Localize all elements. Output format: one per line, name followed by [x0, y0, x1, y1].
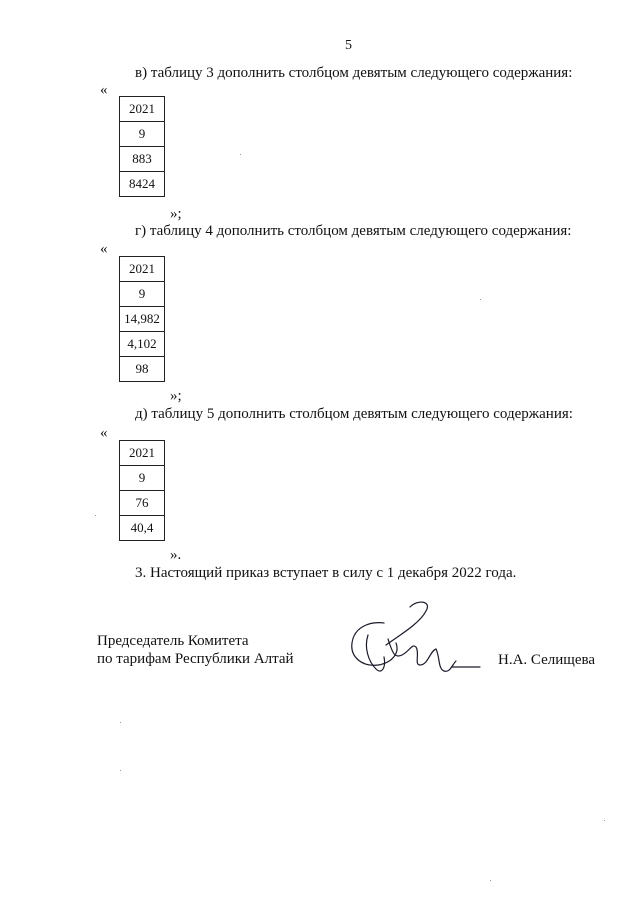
handwritten-signature	[340, 595, 490, 690]
page-number: 5	[345, 38, 352, 53]
table-3-column	[119, 96, 165, 197]
table-cell: 9	[120, 466, 165, 491]
scan-speck	[95, 515, 96, 516]
paragraph-3: 3. Настоящий приказ вступает в силу с 1 декабря 2022 года.	[135, 565, 517, 581]
table-cell: 98	[120, 357, 165, 382]
signer-position-line1: Председатель Комитета	[97, 633, 249, 649]
section-v-text: в) таблицу 3 дополнить столбцом девятым следующего содержания:	[135, 65, 573, 81]
section-g-open-quote: «	[100, 241, 108, 257]
scan-speck	[604, 820, 605, 821]
table-cell: 40,4	[120, 516, 165, 541]
signer-name: Н.А. Селищева	[498, 652, 596, 668]
table-cell: 8424	[120, 172, 165, 197]
table-cell: 9	[120, 282, 165, 307]
table-4-column	[119, 256, 165, 382]
scan-speck	[240, 154, 241, 155]
scan-speck	[490, 880, 491, 881]
section-d-open-quote: «	[100, 425, 108, 441]
table-cell: 2021	[120, 257, 165, 282]
table-5-column	[119, 440, 165, 541]
signer-position-line2: по тарифам Республики Алтай	[97, 651, 294, 667]
table-cell: 4,102	[120, 332, 165, 357]
section-v-close-quote: »;	[170, 206, 182, 222]
section-g-text: г) таблицу 4 дополнить столбцом девятым следующего содержания:	[135, 223, 572, 239]
section-d-text: д) таблицу 5 дополнить столбцом девятым следующего содержания:	[135, 406, 573, 422]
table-cell: 9	[120, 122, 165, 147]
section-g-close-quote: »;	[170, 388, 182, 404]
section-v-open-quote: «	[100, 82, 108, 98]
table-cell: 2021	[120, 441, 165, 466]
scan-speck	[120, 722, 121, 723]
scan-speck	[120, 770, 121, 771]
section-d-close-quote: ».	[170, 547, 182, 563]
table-cell: 883	[120, 147, 165, 172]
table-cell: 2021	[120, 97, 165, 122]
table-cell: 14,982	[120, 307, 165, 332]
scan-speck	[480, 299, 481, 300]
table-cell: 76	[120, 491, 165, 516]
